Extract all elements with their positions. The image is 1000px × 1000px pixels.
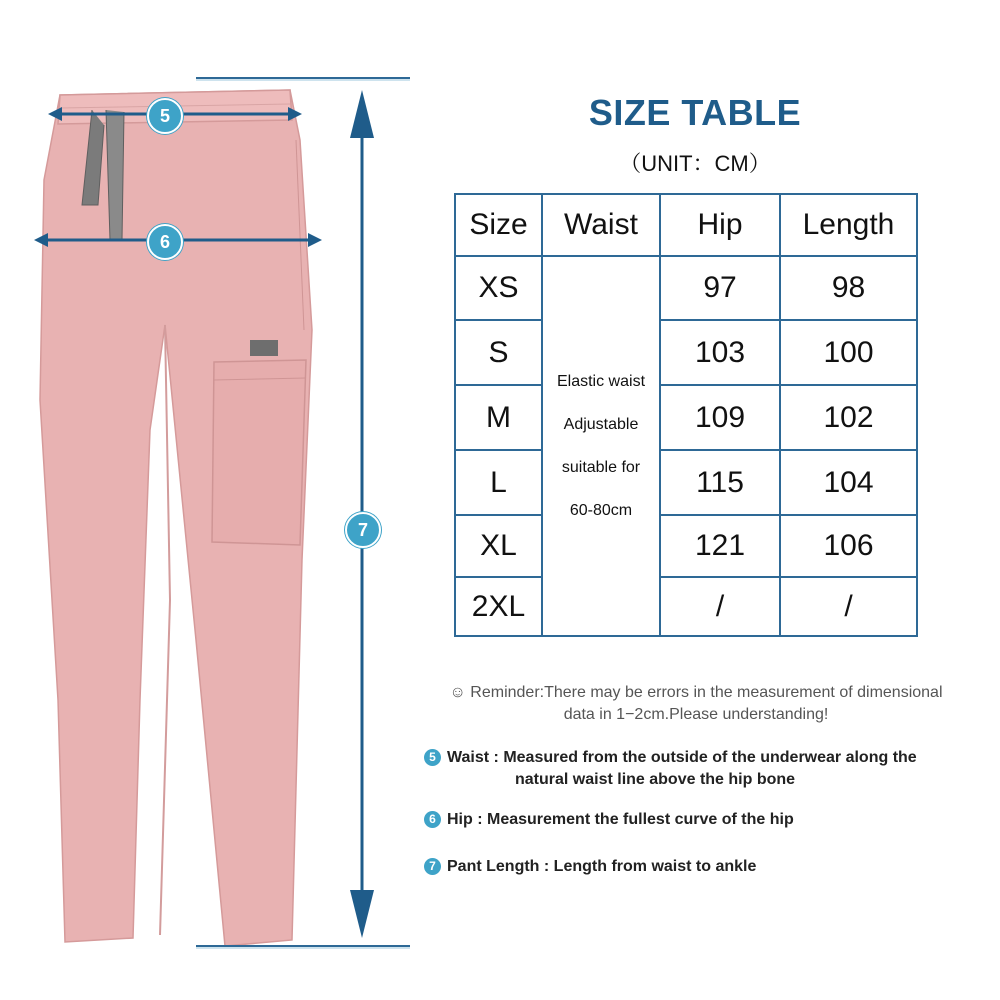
note-text: Measured from the outside of the underwear along the [503,749,917,766]
cell-size: 2XL [455,577,542,636]
header-hip: Hip [660,194,780,256]
reminder-line-1-text: Reminder:There may be errors in the measurement of dimensional [470,684,943,701]
note-label: Waist : [447,749,499,766]
brand-label [250,340,278,356]
cell-hip: / [660,577,780,636]
reminder-line-2: data in 1−2cm.Please understanding! [563,706,829,723]
note-text: Measurement the fullest curve of the hip [487,811,794,828]
table-row [455,450,917,515]
cell-hip: 97 [660,256,780,320]
hip-arrow-left [34,233,48,247]
cell-hip: 109 [660,385,780,450]
note-number-badge: 7 [424,858,441,875]
cell-size: L [455,450,542,515]
note-text: Length from waist to ankle [553,858,757,875]
cell-waist-note [542,256,660,636]
cell-length: 102 [780,385,917,450]
length-arrow-bottom [350,890,374,938]
smiley-icon: ☺ [449,684,466,701]
length-marker-badge: 7 [345,512,381,548]
pants-crease [160,325,170,935]
table-row [455,515,917,577]
cell-length: / [780,577,917,636]
table-row [455,577,917,636]
note-hip [424,809,794,831]
reminder-line-1 [416,682,976,704]
waist-marker-badge: 5 [147,98,183,134]
waist-note-line: Elastic waist [556,373,646,390]
hip-arrow-right [308,233,322,247]
cell-hip: 103 [660,320,780,385]
pants-illustration [0,0,420,1000]
size-table [454,193,918,637]
reminder-text [416,682,976,726]
hip-marker-badge: 6 [147,224,183,260]
note-length [424,856,756,878]
cell-length: 104 [780,450,917,515]
cell-length: 100 [780,320,917,385]
length-arrow-top [350,90,374,138]
cell-length: 106 [780,515,917,577]
note-number-badge: 6 [424,811,441,828]
cargo-pocket [212,360,306,545]
cell-size: XL [455,515,542,577]
size-table-title: SIZE TABLE [588,92,802,133]
table-header-row [455,194,917,256]
header-length: Length [780,194,917,256]
table-row [455,256,917,320]
pants-image [0,0,420,1000]
table-row [455,320,917,385]
waist-note-line: 60-80cm [569,502,633,519]
waist-note-line: suitable for [561,459,641,476]
unit-label: （UNIT：CM） [619,151,771,176]
table-row [455,385,917,450]
note-waist [424,747,917,791]
header-waist: Waist [542,194,660,256]
cell-size: S [455,320,542,385]
note-number-badge: 5 [424,749,441,766]
note-label: Pant Length : [447,858,550,875]
note-label: Hip : [447,811,483,828]
waist-note-line: Adjustable [563,416,639,433]
cell-length: 98 [780,256,917,320]
note-text-continued: natural waist line above the hip bone [515,771,796,788]
cell-size: M [455,385,542,450]
cell-hip: 121 [660,515,780,577]
cell-size: XS [455,256,542,320]
header-size: Size [455,194,542,256]
cell-hip: 115 [660,450,780,515]
